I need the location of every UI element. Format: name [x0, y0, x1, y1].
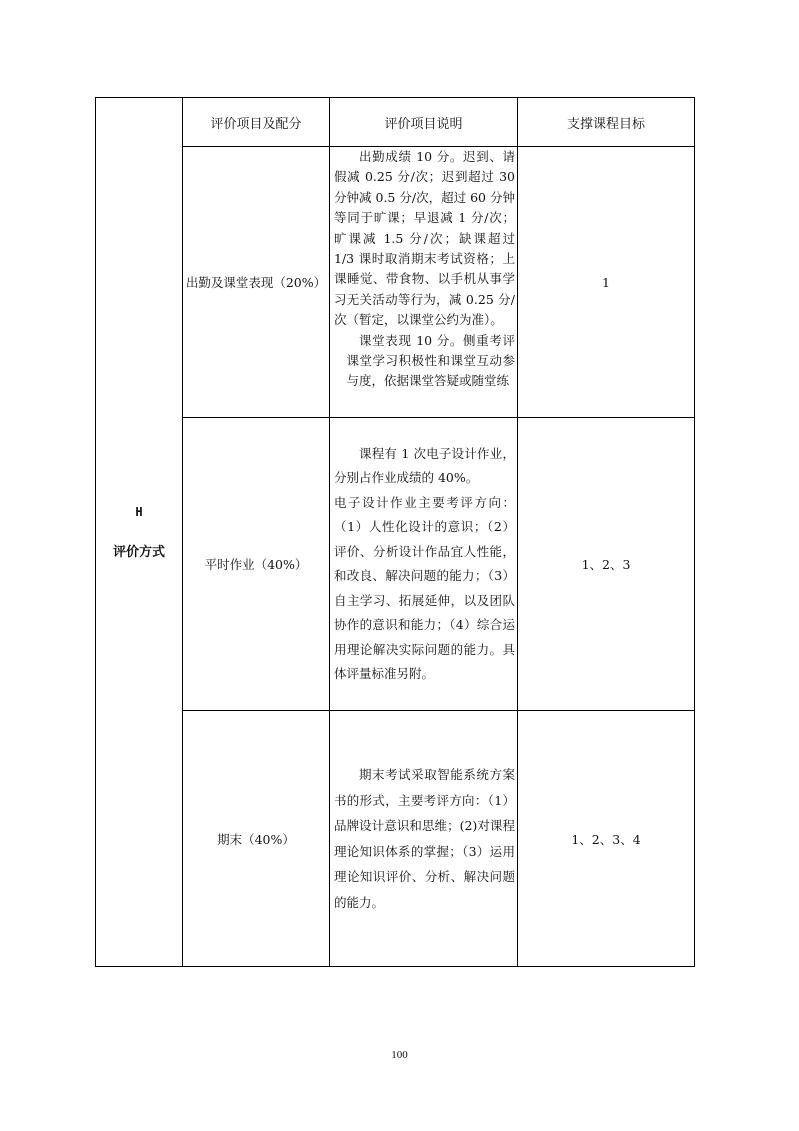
- table-header-row: [96, 98, 695, 147]
- table-row: [96, 418, 695, 711]
- row-goals: 1、2、3、4: [518, 711, 695, 967]
- row-description-para: 课堂表现 10 分。侧重考评课堂学习积极性和课堂互动参与度，依据课堂答疑或随堂练: [346, 332, 515, 389]
- section-code: H: [135, 504, 143, 519]
- row-description-para: 出勤成绩 10 分。迟到、请假减 0.25 分/次；迟到超过 30 分钟减 0.5 分/次，超过 60 分钟等同于旷课；早退减 1 分/次；旷课减 1.5 分/次；缺课超过 1/3 课时取消期末考试资格；上课睡觉、带食物、以手机从事学习无关活动等行为，减 0.25 分/次（暂定，以课堂公约为准）。: [334, 149, 515, 328]
- row-item: 平时作业（40%）: [183, 418, 330, 711]
- evaluation-table: [95, 97, 695, 967]
- header-goals: 支撑课程目标: [518, 98, 695, 147]
- row-description-cell: [330, 418, 518, 711]
- row-description-cell: [330, 711, 518, 967]
- section-cell: [96, 98, 183, 967]
- header-description: 评价项目说明: [330, 98, 518, 147]
- row-description-para: 期末考试采取智能系统方案书的形式，主要考评方向：（1）品牌设计意识和思维；(2)对课程理论知识体系的掌握；（3）运用理论知识评价、分析、解决问题的能力。: [334, 767, 515, 910]
- row-item: 期末（40%）: [183, 711, 330, 967]
- table-row: [96, 147, 695, 418]
- table-row: [96, 711, 695, 967]
- row-item: 出勤及课堂表现（20%）: [183, 147, 330, 418]
- section-label: 评价方式: [112, 544, 165, 560]
- page-number: 100: [391, 1049, 408, 1061]
- row-goals: 1: [518, 147, 695, 418]
- row-description-para: 电子设计作业主要考评方向：（1）人性化设计的意识；（2）评价、分析设计作品宜人性能，和改良、解决问题的能力；（3）自主学习、拓展延伸，以及团队协作的意识和能力；（4）综合运用理论解决实际问题的能力。具体评量标准另附。: [334, 494, 515, 681]
- header-item: 评价项目及配分: [183, 98, 330, 147]
- row-description-cell: [330, 147, 518, 418]
- row-goals: 1、2、3: [518, 418, 695, 711]
- row-description-para: 课程有 1 次电子设计作业，分别占作业成绩的 40%。: [334, 445, 515, 485]
